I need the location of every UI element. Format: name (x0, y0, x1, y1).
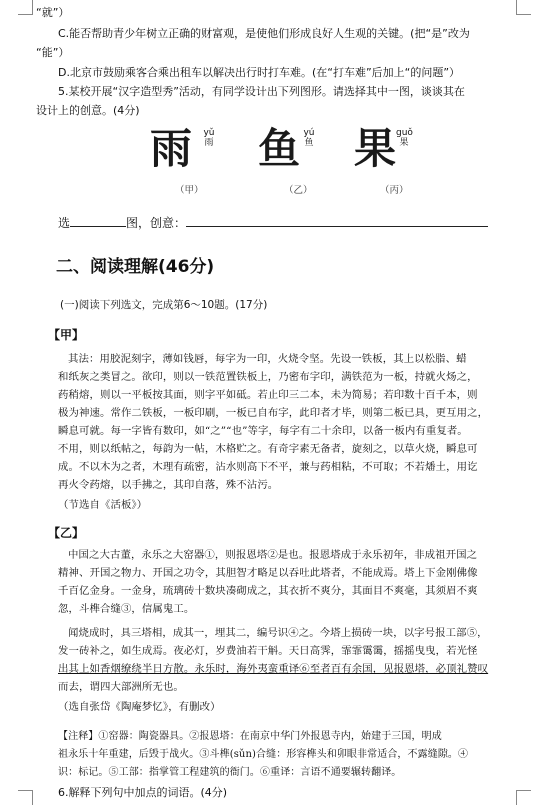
top-line-4: D.北京市鼓励乘客合乘出租车以解决出行时打车难。(在“打车难”后加上“的问题”） (58, 66, 461, 79)
yi-source: （选自张岱《陶庵梦忆》，有删改） (58, 701, 221, 713)
top-line-3: “能”） (36, 46, 70, 59)
yi-line-2: 精神、开国之物力、开国之功令，其胆智才略足以吞吐此塔者，不能成焉。塔上下金刚佛像 (58, 567, 478, 579)
figure-yi-pinyin-text: yú (303, 128, 315, 138)
jia-line-3: 药稍熔，则以一平板按其面，则字平如砥。若止印三二本，未为简易；若印数十百千本，则 (58, 389, 478, 401)
figure-yi-pinyin (302, 128, 316, 148)
question-6: 6.解释下列句中加点的词语。(4分) (58, 786, 228, 799)
jia-line-2: 和纸灰之类冒之。欲印，则以一铁范置铁板上，乃密布字印，满铁范为一板，持就火炀之， (58, 371, 478, 383)
yi-line-4: 忽，斗榫合缝③，信属鬼工。 (58, 603, 195, 615)
answer-prefix: 选 (58, 216, 71, 230)
jia-source: （节选自《活板》） (58, 499, 148, 511)
figure-jia-pinyin-text: yǔ (203, 128, 215, 138)
corner-mark-top-left (18, 0, 33, 15)
corner-mark-bottom-right (516, 790, 531, 805)
yi-line-6: 发一砖补之，如生成焉。夜必灯，岁费油若干斛。天日高霁，霏霏霭霭，摇摇曳曳，若光怪 (58, 645, 478, 657)
yi-line-7: 出其上如香烟缭绕半日方散。永乐时，海外夷蛮重译⑥至者百有余国，见报恩塔，必顶礼赞叹 (58, 663, 489, 675)
top-line-2: C.能否帮助青少年树立正确的财富观，是使他们形成良好人生观的关键。(把“是”改为 (58, 27, 470, 40)
notes-line-1: 【注释】①窑器：陶瓷器具。②报恩塔：在南京中华门外报恩寺内，始建于三国，明成 (58, 731, 442, 742)
section-title: 二、阅读理解(46分) (56, 257, 215, 277)
answer-line (58, 214, 488, 231)
jia-text (58, 350, 518, 514)
figure-bing-pinyin-text: guǒ (396, 128, 413, 138)
jia-line-1: 其法：用胶泥刻字，薄如钱唇，每字为一印，火烧令坚。先设一铁板，其上以松脂、蜡 (68, 353, 467, 365)
figure-yi-char: 鱼 (304, 138, 314, 148)
answer-mid: 图，创意： (126, 216, 187, 230)
answer-blank-figure[interactable] (70, 214, 126, 227)
yi-line-5: 闻烧成时，具三塔相，成其一，埋其二，编号识④之。今塔上损砖一块，以字号报工部⑤， (68, 627, 488, 639)
notes-line-3: 识：标记。⑤工部：指掌管工程建筑的衙门。⑥重译：言语不通要辗转翻译。 (58, 767, 402, 778)
figure-bing-char: 果 (399, 138, 409, 148)
sub-intro: (一)阅读下列选文，完成第6～10题。(17分) (60, 299, 268, 311)
yi-line-1: 中国之大古董，永乐之大窑器①，则报恩塔②是也。报恩塔成于永乐初年，非成祖开国之 (68, 549, 478, 561)
jia-line-7: 成。不以木为之者，木理有疏密，沾水则高下不平，兼与药相粘，不可取；不若燔土，用讫 (58, 461, 478, 473)
top-line-1: “就”） (36, 6, 70, 19)
figure-jia-caption: （甲） (175, 185, 204, 196)
corner-mark-bottom-left (18, 790, 33, 805)
jia-line-4: 极为神速。常作二铁板，一板印刷，一板已自布字，此印者才毕，则第二板已具，更互用之， (58, 407, 489, 419)
jia-label: 【甲】 (48, 328, 85, 342)
top-line-6: 设计上的创意。(4分) (36, 104, 140, 117)
answer-blank-idea[interactable] (186, 214, 488, 227)
figure-bing-pinyin (396, 128, 412, 148)
figure-jia-char: 雨 (204, 138, 214, 148)
notes-line-2: 祖永乐十年重建，后毁于战火。③斗榫(sǔn)合缝：形容榫头和卯眼非常适合，不露缝隙。④ (58, 749, 469, 760)
yi-label: 【乙】 (48, 526, 85, 540)
jia-line-5: 瞬息可就。每一字皆有数印，如“之”“也”等字，每字有二十余印，以备一板内有重复者。 (58, 425, 468, 437)
yi-line-3: 千百亿金身。一金身，琉璃砖十数块凑砌成之，其衣折不爽分，其面目不爽毫，其须眉不爽 (58, 585, 478, 597)
figure-bing-glyph: 果 (354, 124, 397, 173)
jia-line-8: 再火令药熔，以手拂之，其印自落，殊不沾污。 (58, 479, 279, 491)
top-line-5: 5.某校开展“汉字造型秀”活动，有同学设计出下列图形。请选择其中一图，谈谈其在 (58, 85, 465, 98)
figure-bing-caption: （丙） (380, 185, 409, 196)
figure-jia-pinyin (202, 128, 216, 148)
corner-mark-top-right (516, 0, 531, 15)
yi-text (58, 546, 518, 716)
figure-yi-caption: （乙） (284, 185, 313, 196)
figure-yi-glyph: 鱼 (258, 124, 301, 173)
yi-line-8: 而去，谓四大部洲所无也。 (58, 681, 184, 693)
notes (58, 728, 528, 782)
figure-jia-glyph: 雨 (150, 124, 193, 173)
jia-line-6: 不用，则以纸帖之，每韵为一帖，木格贮之。有奇字素无备者，旋刻之，以草火烧，瞬息可 (58, 443, 478, 455)
